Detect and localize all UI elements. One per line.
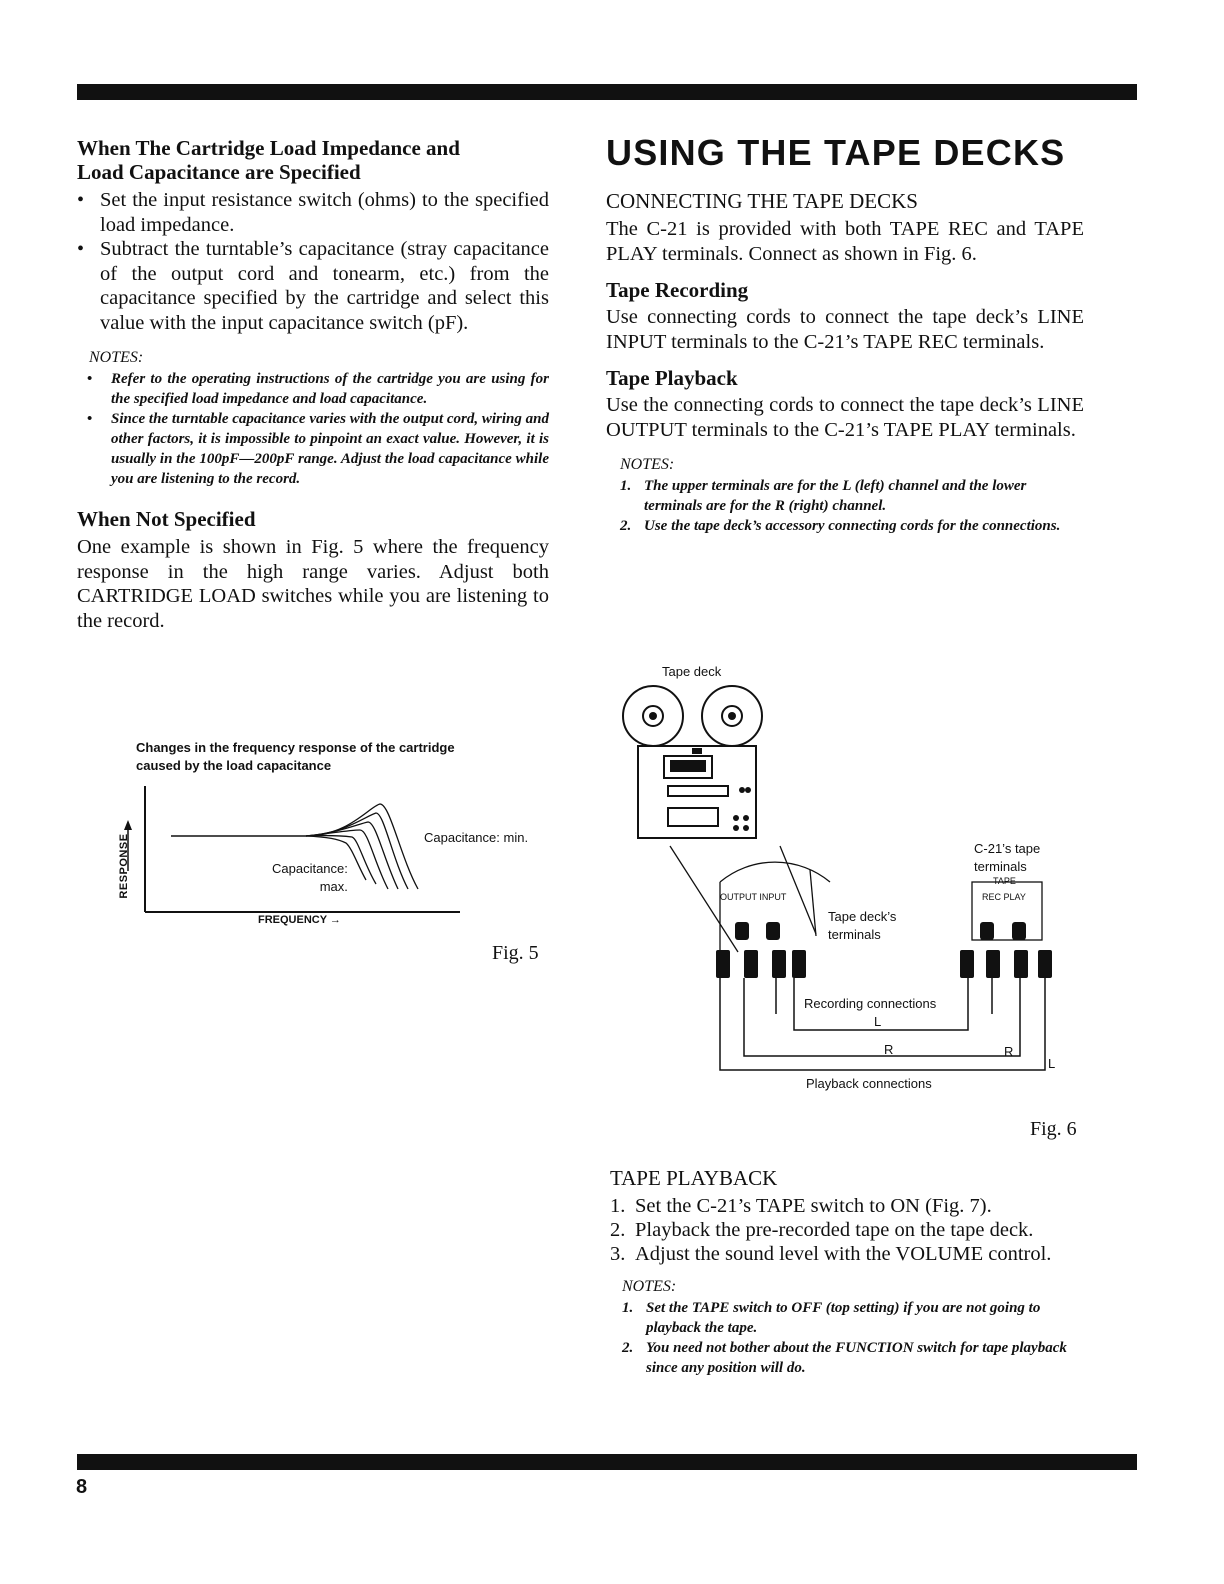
page-title: USING THE TAPE DECKS [606,132,1066,173]
heading-specified: When The Cartridge Load Impedance and Load Capacitance are Specified [77,136,460,184]
note-item: • Since the turntable capacitance varies with the output cord, wiring and other factors, it is impossible to pinpoint an exact value. However, it is usually in the 100pF—200pF range. Adjust the load capacitance while you are listening to the record. [77,409,549,489]
tape-deck-label: Tape deck [662,664,722,679]
right-notes [620,456,1084,536]
top-rule [77,84,1137,100]
tape-playback-section [610,1166,1084,1378]
playback-steps [610,1194,1084,1266]
r-label: R [1004,1044,1014,1059]
tape-playback-paragraph: Use the connecting cords to connect the tape deck’s LINE OUTPUT terminals to the C-21’s TAPE PLAY terminals. [606,394,1084,441]
fig5-label: Fig. 5 [492,942,539,964]
tape-playback-heading: TAPE PLAYBACK [610,1166,778,1190]
left-column [77,136,549,633]
notes-title: NOTES: [89,349,144,366]
note-item: 1. The upper terminals are for the L (left) channel and the lower terminals are for the R (right) channel. [620,478,1027,514]
list-item: 2. Playback the pre-recorded tape on the tape deck. [610,1219,1034,1241]
notes-title: NOTES: [620,456,675,473]
l-label: L [1048,1056,1056,1071]
left-notes [89,349,549,489]
fig6-label: Fig. 6 [1030,1118,1077,1140]
capacitance-max-label: Capacitance: max. [272,861,348,894]
connecting-heading: CONNECTING THE TAPE DECKS [606,189,918,213]
connecting-paragraph: The C-21 is provided with both TAPE REC and TAPE PLAY terminals. Connect as shown in Fig. 6. [606,218,1084,265]
deck-terminals-label: Tape deck’s terminals [828,909,897,942]
right-column [606,132,1084,536]
notes-title: NOTES: [622,1278,677,1295]
tape-recording-paragraph: Use connecting cords to connect the tape deck’s LINE INPUT terminals to the C-21’s TAPE REC terminals. [606,306,1084,353]
playback-connections-label: Playback connections [806,1076,932,1091]
y-axis-label: RESPONSE [118,833,130,899]
note-item: 1. Set the TAPE switch to OFF (top setting) if you are not going to playback the tape. [622,1300,1041,1336]
fig5 [118,736,558,976]
note-item: 2. Use the tape deck’s accessory connecting cords for the connections. [620,518,1061,534]
output-input-label: OUTPUT INPUT [720,892,787,902]
l-label: L [874,1014,882,1029]
specified-bullets [77,188,549,335]
r-label: R [884,1042,894,1057]
tape-recording-heading: Tape Recording [606,278,749,302]
list-item: 1. Set the C-21’s TAPE switch to ON (Fig. 7). [610,1195,992,1217]
note-item: 2. You need not bother about the FUNCTION switch for tape playback since any position will do. [622,1340,1067,1376]
not-specified-paragraph: One example is shown in Fig. 5 where the frequency response in the high range varies. Adjust both CARTRIDGE LOAD switches while you are listening to the record. [77,536,549,632]
playback-notes [622,1278,1084,1378]
fig5-caption: Changes in the frequency response of the cartridge caused by the load capacitance [136,740,455,773]
list-item: 3. Adjust the sound level with the VOLUME control. [610,1243,1052,1265]
page-number: 8 [76,1476,88,1498]
bottom-rule [77,1454,1137,1470]
heading-not-specified: When Not Specified [77,507,256,531]
capacitance-min-label: Capacitance: min. [424,830,529,845]
c21-terminals-label: C-21’s tape terminals [974,841,1041,874]
note-item: • Refer to the operating instructions of the cartridge you are using for the specified load impedance and load capacitance. [77,369,549,409]
tape-section-label: TAPE [993,876,1016,886]
list-item: • Subtract the turntable’s capacitance (stray capacitance of the output cord and tonearm, etc.) from the capacitance specified by the cartridge and select this value with the input capacitance switch (pF). [77,237,549,335]
tape-playback-subheading: Tape Playback [606,366,738,390]
rec-play-label: REC PLAY [982,892,1026,902]
fig6 [620,660,1070,1100]
x-axis-label: FREQUENCY → [258,914,341,926]
list-item: • Set the input resistance switch (ohms) to the specified load impedance. [77,188,549,237]
recording-connections-label: Recording connections [804,996,937,1011]
